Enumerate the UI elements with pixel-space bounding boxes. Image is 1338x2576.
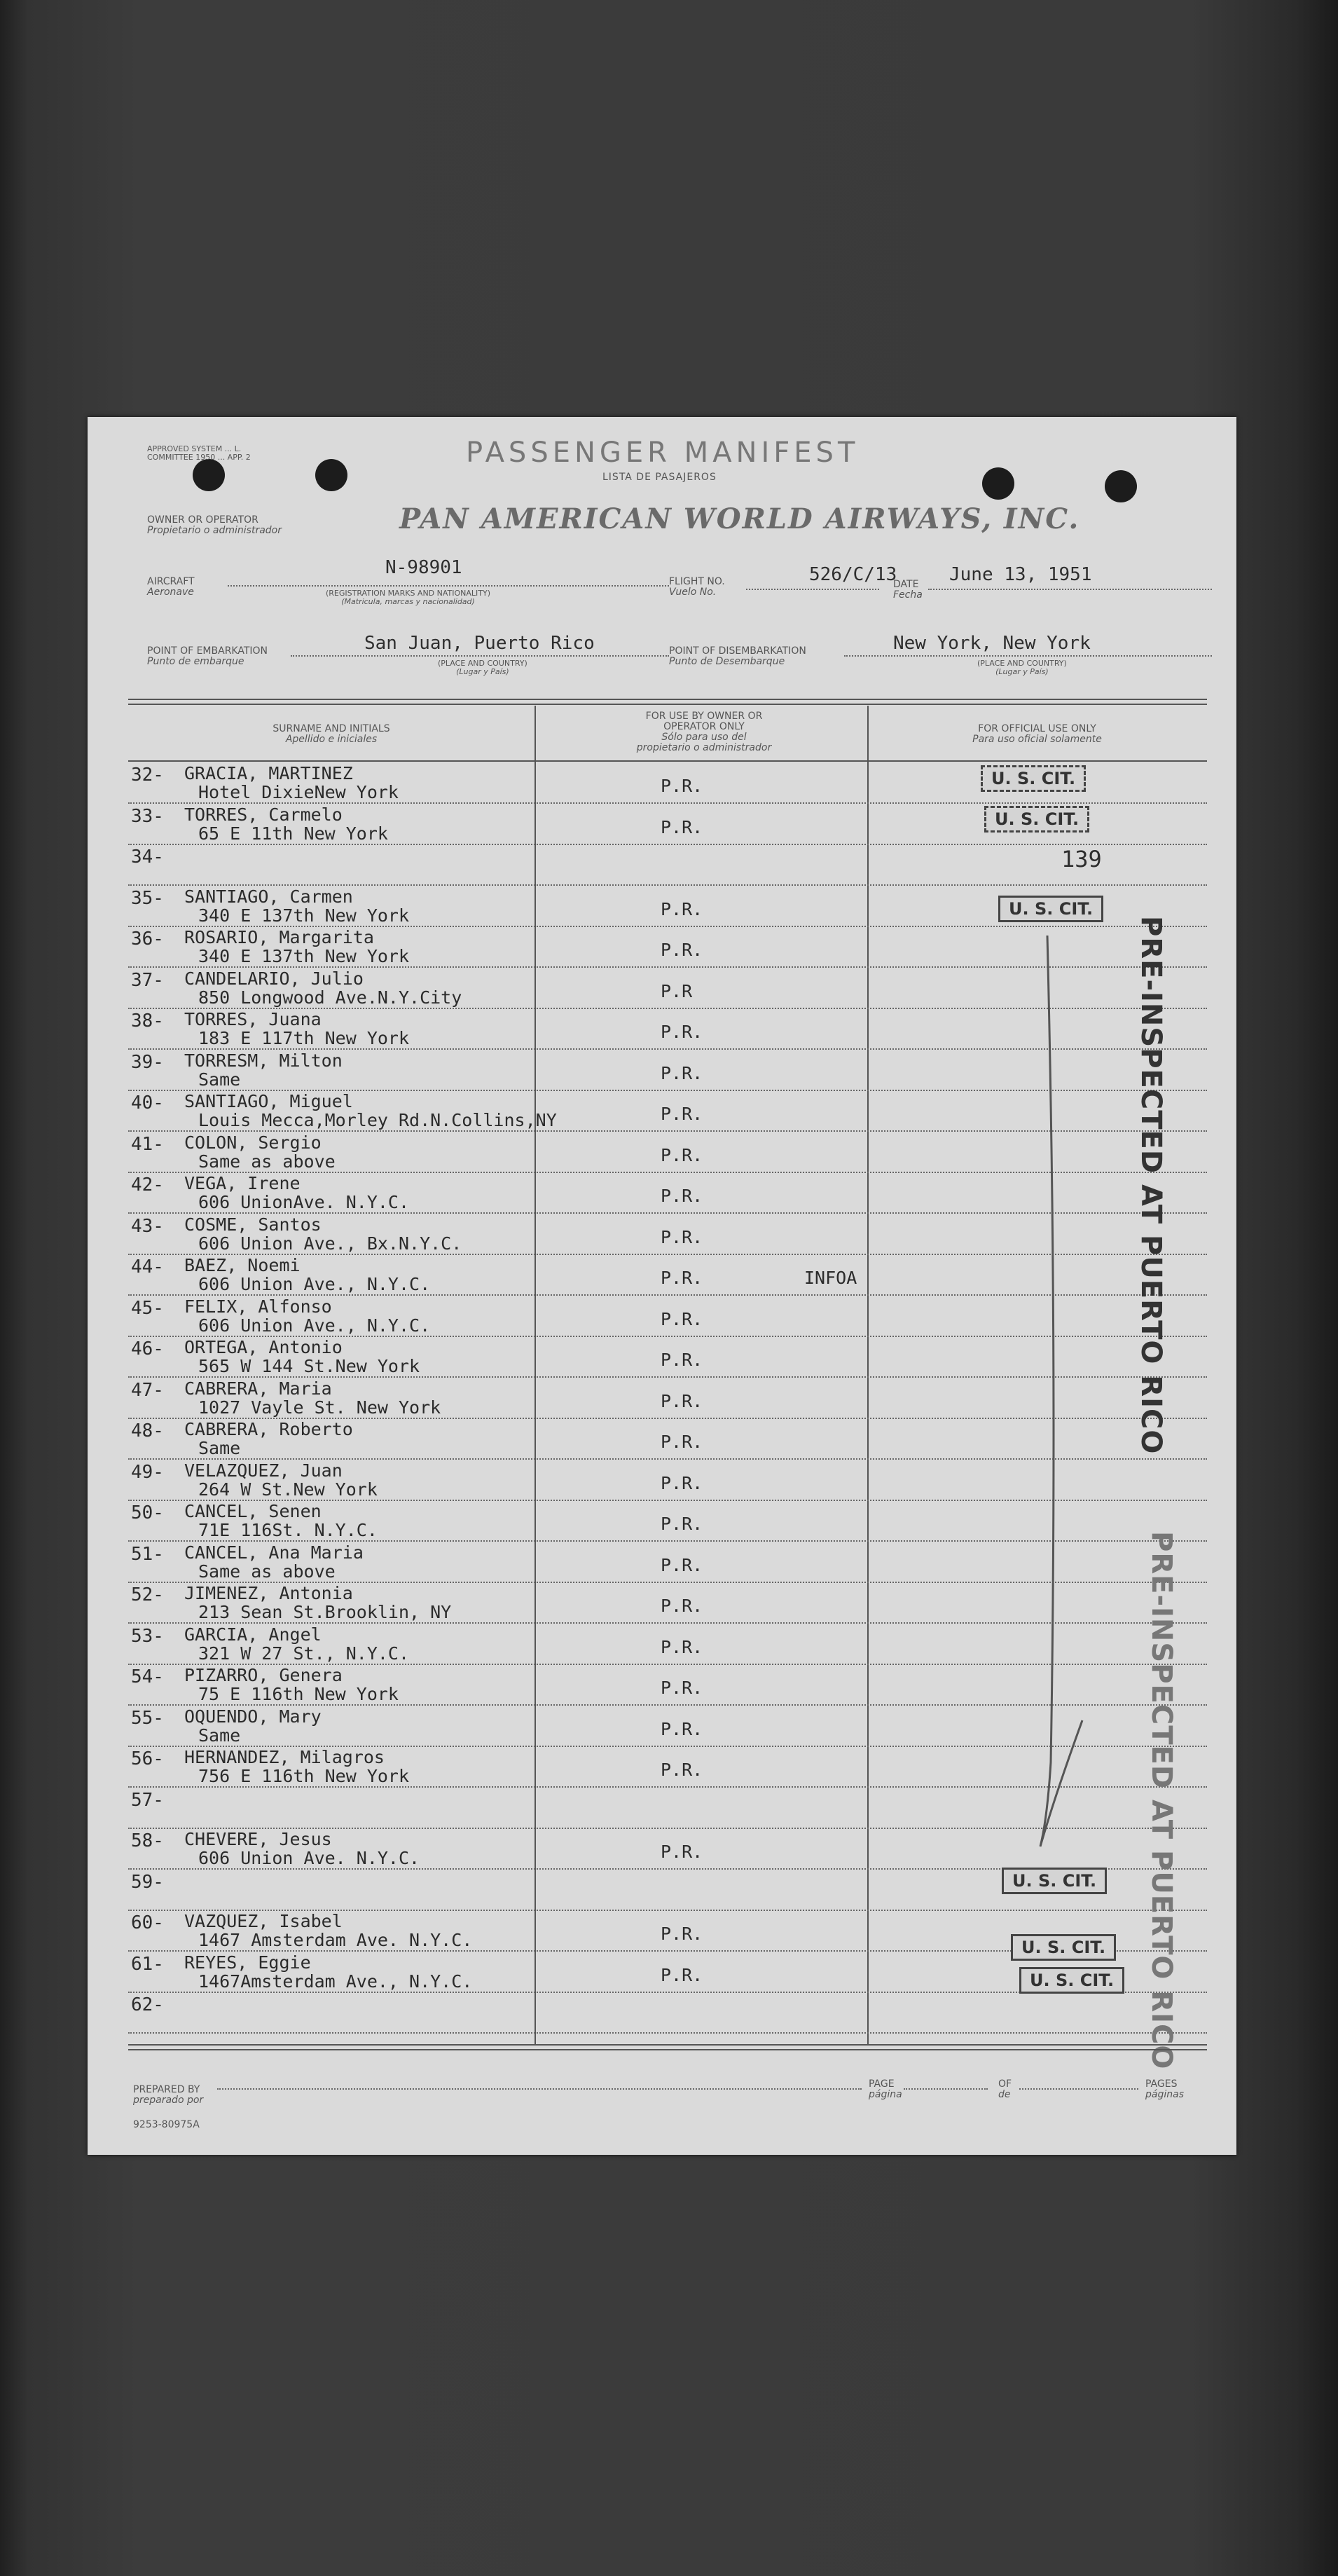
page-title: PASSENGER MANIFEST: [466, 437, 860, 469]
flight-label: FLIGHT NO. Vuelo No.: [669, 576, 725, 598]
passenger-name: TORRESM, Milton: [184, 1050, 343, 1071]
us-citizen-stamp-3: U. S. CIT.: [998, 896, 1103, 922]
flight-underline: [746, 589, 879, 590]
date-label: DATE Fecha: [893, 579, 923, 601]
residence-code: P.R.: [661, 1226, 703, 1247]
passenger-name: CABRERA, Maria: [184, 1378, 332, 1399]
row-number: 52-: [131, 1584, 164, 1605]
passenger-name: VELAZQUEZ, Juan: [184, 1460, 343, 1481]
disembark-value: New York, New York: [893, 633, 1091, 654]
pencil-tally-line: [1026, 936, 1096, 1875]
residence-code: P.R.: [661, 1554, 703, 1575]
embark-hint: (PLACE AND COUNTRY) (Lugar y País): [438, 659, 527, 676]
page-subtitle: LISTA DE PASAJEROS: [602, 472, 717, 483]
passenger-name: TORRES, Juana: [184, 1009, 322, 1029]
passenger-name: HERNANDEZ, Milagros: [184, 1747, 385, 1767]
punch-hole-4: [1105, 470, 1137, 502]
passenger-address: 606 Union Ave., N.Y.C.: [198, 1315, 431, 1336]
row-number: 45-: [131, 1297, 164, 1319]
residence-code: P.R.: [661, 898, 703, 919]
residence-code: P.R.: [661, 1268, 703, 1288]
residence-code: P.R.: [661, 1104, 703, 1124]
row-number: 55-: [131, 1707, 164, 1729]
residence-code: P.R.: [661, 1514, 703, 1534]
punch-hole-3: [982, 467, 1014, 500]
passenger-name: ROSARIO, Margarita: [184, 927, 374, 947]
row-number: 37-: [131, 969, 164, 991]
passenger-address: 65 E 11th New York: [198, 823, 388, 844]
embark-label: POINT OF EMBARKATION Punto de embarque: [147, 645, 268, 667]
residence-code: P.R.: [661, 1964, 703, 1985]
page-label: PAGE página: [869, 2078, 902, 2100]
preinspected-stamp-2: PRE-INSPECTED AT PUERTO RICO: [1145, 1531, 1178, 2070]
of-underline: [1019, 2088, 1138, 2090]
passenger-name: REYES, Eggie: [184, 1952, 311, 1973]
passenger-name: CANDELARIO, Julio: [184, 968, 364, 989]
residence-code: P.R.: [661, 1636, 703, 1657]
residence-code: P.R.: [661, 1308, 703, 1329]
residence-code: P.R.: [661, 1596, 703, 1616]
row-number: 40-: [131, 1092, 164, 1114]
passenger-address: 606 UnionAve. N.Y.C.: [198, 1192, 410, 1212]
passenger-address: Louis Mecca,Morley Rd.N.Collins,NY: [198, 1110, 557, 1130]
page-underline: [904, 2088, 988, 2090]
row-number: 46-: [131, 1338, 164, 1359]
residence-code: P.R.: [661, 1678, 703, 1698]
passenger-name: CHEVERE, Jesus: [184, 1829, 332, 1849]
embark-underline: [291, 655, 669, 657]
column-header-official: FOR OFFICIAL USE ONLY Para uso oficial solamente: [972, 723, 1102, 745]
residence-code: P.R.: [661, 1842, 703, 1862]
disembark-underline: [844, 655, 1212, 657]
residence-code: P.R.: [661, 1144, 703, 1165]
passenger-address: 756 E 116th New York: [198, 1766, 410, 1786]
residence-code: P.R: [661, 980, 693, 1001]
airline-name: PAN AMERICAN WORLD AIRWAYS, INC.: [399, 502, 1080, 535]
us-citizen-stamp-2: U. S. CIT.: [984, 806, 1089, 833]
disembark-label: POINT OF DISEMBARKATION Punto de Desembarque: [669, 645, 806, 667]
aircraft-label: AIRCRAFT Aeronave: [147, 576, 195, 598]
passenger-address: 606 Union Ave., N.Y.C.: [198, 1274, 431, 1294]
row-number: 49-: [131, 1461, 164, 1483]
passenger-name: CANCEL, Senen: [184, 1501, 322, 1521]
row-number: 36-: [131, 929, 164, 950]
date-value: June 13, 1951: [949, 564, 1092, 585]
passenger-name: FELIX, Alfonso: [184, 1296, 332, 1317]
row-number: 43-: [131, 1215, 164, 1237]
residence-code: P.R.: [661, 1924, 703, 1944]
row-number: 62-: [131, 1994, 164, 2015]
of-label: OF de: [998, 2078, 1012, 2100]
passenger-address: Hotel DixieNew York: [198, 782, 399, 802]
row-number: 33-: [131, 805, 164, 827]
row-number: 39-: [131, 1051, 164, 1073]
preinspected-stamp-1: PRE-INSPECTED AT PUERTO RICO: [1135, 916, 1167, 1455]
embark-value: San Juan, Puerto Rico: [364, 633, 595, 654]
row-number: 51-: [131, 1543, 164, 1565]
table-top-rule: [128, 699, 1207, 705]
residence-code: P.R.: [661, 1432, 703, 1452]
us-citizen-stamp-5: U. S. CIT.: [1011, 1934, 1116, 1961]
row-number: 60-: [131, 1912, 164, 1933]
passenger-address: Same as above: [198, 1151, 336, 1172]
passenger-name: COSME, Santos: [184, 1214, 322, 1235]
passenger-address: Same: [198, 1725, 241, 1746]
disembark-hint: (PLACE AND COUNTRY) (Lugar y País): [977, 659, 1067, 676]
passenger-address: 183 E 117th New York: [198, 1028, 410, 1048]
passenger-address: 75 E 116th New York: [198, 1684, 399, 1704]
residence-code: P.R.: [661, 1718, 703, 1739]
flight-value: 526/C/13: [809, 564, 897, 585]
row-number: 44-: [131, 1256, 164, 1277]
row-number: 54-: [131, 1666, 164, 1687]
passenger-address: 1467Amsterdam Ave., N.Y.C.: [198, 1971, 473, 1992]
passenger-name: VEGA, Irene: [184, 1173, 301, 1193]
passenger-address: 213 Sean St.Brooklin, NY: [198, 1602, 452, 1622]
row-number: 50-: [131, 1502, 164, 1523]
passenger-address: 565 W 144 St.New York: [198, 1356, 420, 1376]
passenger-address: Same: [198, 1069, 241, 1090]
punch-hole-2: [315, 459, 347, 491]
passenger-address: Same: [198, 1438, 241, 1458]
residence-code: P.R.: [661, 776, 703, 796]
table-bottom-rule: [128, 2044, 1207, 2050]
us-citizen-stamp-1: U. S. CIT.: [981, 765, 1086, 792]
residence-code: P.R.: [661, 1760, 703, 1780]
row-number: 53-: [131, 1625, 164, 1647]
date-underline: [928, 589, 1212, 590]
row-number: 32-: [131, 765, 164, 786]
aircraft-value: N-98901: [385, 557, 462, 578]
aircraft-hint: (REGISTRATION MARKS AND NATIONALITY) (Matricula, marcas y nacionalidad): [326, 589, 491, 606]
row-number: 61-: [131, 1953, 164, 1975]
prepared-by-underline: [217, 2088, 862, 2090]
row-number: 38-: [131, 1010, 164, 1032]
passenger-name: JIMENEZ, Antonia: [184, 1583, 353, 1603]
passenger-name: CANCEL, Ana Maria: [184, 1542, 364, 1563]
row-number: 59-: [131, 1871, 164, 1893]
residence-code: P.R.: [661, 1350, 703, 1370]
passenger-name: COLON, Sergio: [184, 1132, 322, 1153]
approval-note: APPROVED SYSTEM ... L. COMMITTEE 1950 ... APP. 2: [147, 444, 251, 462]
row-number: 48-: [131, 1420, 164, 1441]
passenger-name: GRACIA, MARTINEZ: [184, 763, 353, 783]
passenger-name: TORRES, Carmelo: [184, 804, 343, 825]
owner-note: INFOA: [804, 1268, 857, 1288]
passenger-address: 321 W 27 St., N.Y.C.: [198, 1643, 410, 1664]
form-number: 9253-80975A: [133, 2119, 200, 2130]
residence-code: P.R.: [661, 1390, 703, 1411]
us-citizen-stamp-6: U. S. CIT.: [1019, 1967, 1124, 1994]
residence-code: P.R.: [661, 1022, 703, 1042]
row-number: 57-: [131, 1789, 164, 1811]
residence-code: P.R.: [661, 1062, 703, 1083]
passenger-address: 264 W St.New York: [198, 1479, 378, 1500]
residence-code: P.R.: [661, 816, 703, 837]
passenger-address: 606 Union Ave., Bx.N.Y.C.: [198, 1233, 462, 1254]
passenger-address: 850 Longwood Ave.N.Y.City: [198, 987, 462, 1008]
table-row: [128, 844, 1207, 886]
table-row: [128, 1992, 1207, 2034]
passenger-address: 1027 Vayle St. New York: [198, 1397, 441, 1418]
passenger-address: 606 Union Ave. N.Y.C.: [198, 1848, 420, 1868]
passenger-address: 340 E 137th New York: [198, 946, 410, 966]
passenger-name: BAEZ, Noemi: [184, 1255, 301, 1275]
row-number: 41-: [131, 1133, 164, 1155]
residence-code: P.R.: [661, 940, 703, 960]
row-number: 34-: [131, 847, 164, 868]
passenger-address: 71E 116St. N.Y.C.: [198, 1520, 378, 1540]
manifest-sheet: [88, 417, 1236, 2155]
passenger-name: SANTIAGO, Carmen: [184, 886, 353, 907]
row-number: 35-: [131, 887, 164, 909]
passenger-name: SANTIAGO, Miguel: [184, 1091, 353, 1111]
passenger-name: OQUENDO, Mary: [184, 1706, 322, 1727]
passenger-address: Same as above: [198, 1561, 336, 1582]
passenger-address: 340 E 137th New York: [198, 905, 410, 926]
aircraft-underline: [228, 585, 669, 587]
row-number: 47-: [131, 1379, 164, 1401]
column-header-owner: FOR USE BY OWNER OR OPERATOR ONLY Sólo para uso del propietario o administrador: [636, 711, 772, 753]
residence-code: P.R.: [661, 1472, 703, 1493]
row-number: 58-: [131, 1830, 164, 1851]
owner-label: OWNER OR OPERATOR Propietario o administrador: [147, 514, 282, 536]
pages-label: PAGES páginas: [1145, 2078, 1184, 2100]
us-citizen-stamp-4: U. S. CIT.: [1002, 1868, 1107, 1894]
row-number: 56-: [131, 1748, 164, 1769]
passenger-name: ORTEGA, Antonio: [184, 1337, 343, 1357]
punch-hole-1: [193, 459, 225, 491]
column-header-name: SURNAME AND INITIALS Apellido e iniciales: [273, 723, 390, 745]
prepared-by-label: PREPARED BY preparado por: [133, 2084, 204, 2106]
passenger-name: VAZQUEZ, Isabel: [184, 1911, 343, 1931]
row-number: 42-: [131, 1174, 164, 1195]
passenger-name: CABRERA, Roberto: [184, 1419, 353, 1439]
passenger-name: PIZARRO, Genera: [184, 1665, 343, 1685]
residence-code: P.R.: [661, 1186, 703, 1206]
passenger-name: GARCIA, Angel: [184, 1624, 322, 1645]
passenger-address: 1467 Amsterdam Ave. N.Y.C.: [198, 1930, 473, 1950]
passenger-count: 139: [1061, 846, 1102, 872]
